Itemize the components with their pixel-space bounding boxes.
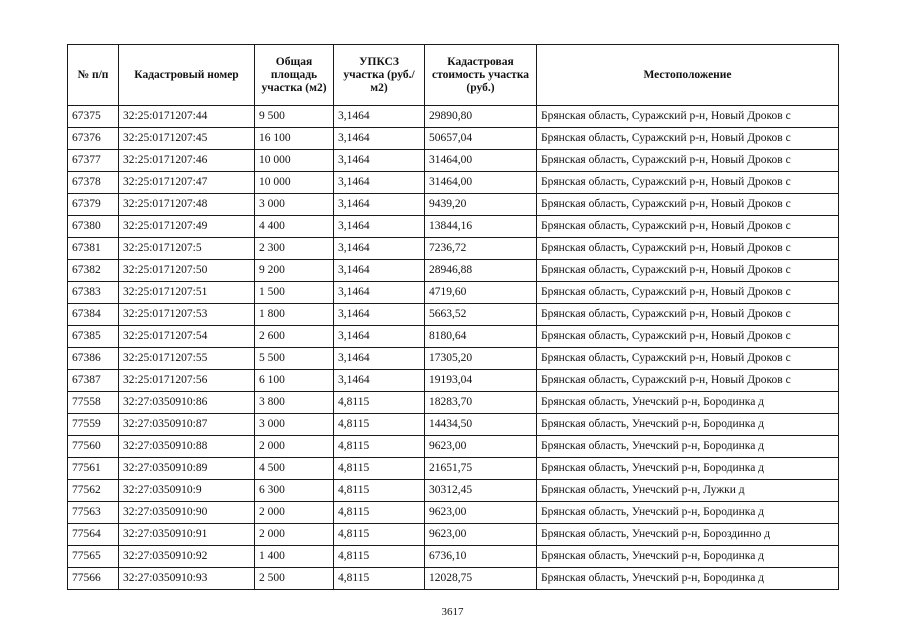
cell-upksz: 4,8115 [334, 392, 425, 414]
cell-area: 3 000 [255, 414, 334, 436]
cell-upksz: 3,1464 [334, 326, 425, 348]
cell-number: 67378 [68, 172, 119, 194]
table-row [68, 172, 839, 194]
table-row [68, 194, 839, 216]
table-row [68, 568, 839, 590]
cell-cadastral-number: 32:27:0350910:92 [119, 546, 255, 568]
cell-cadastral-number: 32:25:0171207:50 [119, 260, 255, 282]
cell-location: Брянская область, Унечский р-н, Бородинка д [537, 436, 839, 458]
table-row [68, 480, 839, 502]
cell-number: 67383 [68, 282, 119, 304]
cell-number: 67385 [68, 326, 119, 348]
cell-upksz: 4,8115 [334, 546, 425, 568]
header-row [68, 45, 839, 106]
cell-cadastral-value: 29890,80 [425, 106, 537, 128]
cell-upksz: 3,1464 [334, 172, 425, 194]
cell-cadastral-number: 32:25:0171207:48 [119, 194, 255, 216]
cell-number: 67376 [68, 128, 119, 150]
cell-location: Брянская область, Суражский р-н, Новый Дроков с [537, 370, 839, 392]
col-header-area: Общая площадь участка (м2) [255, 45, 334, 106]
cell-number: 67387 [68, 370, 119, 392]
cell-cadastral-number: 32:25:0171207:49 [119, 216, 255, 238]
table-row [68, 392, 839, 414]
cell-number: 77558 [68, 392, 119, 414]
cell-location: Брянская область, Суражский р-н, Новый Дроков с [537, 282, 839, 304]
cell-area: 4 400 [255, 216, 334, 238]
cell-cadastral-number: 32:25:0171207:47 [119, 172, 255, 194]
cell-area: 3 800 [255, 392, 334, 414]
cell-location: Брянская область, Суражский р-н, Новый Дроков с [537, 348, 839, 370]
cell-cadastral-number: 32:27:0350910:86 [119, 392, 255, 414]
table-row [68, 260, 839, 282]
cell-upksz: 3,1464 [334, 260, 425, 282]
cell-number: 77561 [68, 458, 119, 480]
table-row [68, 326, 839, 348]
cell-area: 2 300 [255, 238, 334, 260]
table-row [68, 150, 839, 172]
cell-area: 2 500 [255, 568, 334, 590]
cell-cadastral-value: 17305,20 [425, 348, 537, 370]
cell-cadastral-number: 32:25:0171207:44 [119, 106, 255, 128]
cell-cadastral-value: 9623,00 [425, 436, 537, 458]
cell-location: Брянская область, Унечский р-н, Бородинка д [537, 458, 839, 480]
cell-cadastral-number: 32:27:0350910:9 [119, 480, 255, 502]
cell-area: 2 000 [255, 524, 334, 546]
cell-number: 77565 [68, 546, 119, 568]
table-row [68, 524, 839, 546]
cell-cadastral-value: 30312,45 [425, 480, 537, 502]
cell-location: Брянская область, Суражский р-н, Новый Дроков с [537, 128, 839, 150]
cell-cadastral-value: 21651,75 [425, 458, 537, 480]
cell-upksz: 4,8115 [334, 502, 425, 524]
cell-cadastral-value: 6736,10 [425, 546, 537, 568]
table-row [68, 458, 839, 480]
cell-number: 67377 [68, 150, 119, 172]
cell-upksz: 4,8115 [334, 524, 425, 546]
cell-area: 3 000 [255, 194, 334, 216]
cell-upksz: 3,1464 [334, 370, 425, 392]
cell-area: 10 000 [255, 172, 334, 194]
cell-number: 77566 [68, 568, 119, 590]
cell-cadastral-number: 32:25:0171207:45 [119, 128, 255, 150]
col-header-number: № п/п [68, 45, 119, 106]
cell-cadastral-value: 12028,75 [425, 568, 537, 590]
cell-cadastral-number: 32:27:0350910:90 [119, 502, 255, 524]
cadastral-table [67, 44, 839, 590]
cell-location: Брянская область, Суражский р-н, Новый Дроков с [537, 150, 839, 172]
cell-area: 10 000 [255, 150, 334, 172]
table-row [68, 414, 839, 436]
cell-upksz: 3,1464 [334, 238, 425, 260]
cell-cadastral-number: 32:27:0350910:89 [119, 458, 255, 480]
cell-cadastral-value: 4719,60 [425, 282, 537, 304]
cell-cadastral-value: 28946,88 [425, 260, 537, 282]
cell-number: 67382 [68, 260, 119, 282]
cell-cadastral-number: 32:25:0171207:51 [119, 282, 255, 304]
table-body [68, 106, 839, 590]
cell-upksz: 3,1464 [334, 194, 425, 216]
col-header-cadastral-number: Кадастровый номер [119, 45, 255, 106]
cell-number: 67375 [68, 106, 119, 128]
cell-cadastral-value: 13844,16 [425, 216, 537, 238]
table-row [68, 370, 839, 392]
cell-cadastral-value: 9623,00 [425, 524, 537, 546]
cell-upksz: 3,1464 [334, 128, 425, 150]
cell-upksz: 3,1464 [334, 216, 425, 238]
cell-cadastral-value: 9623,00 [425, 502, 537, 524]
cell-area: 6 100 [255, 370, 334, 392]
cell-cadastral-number: 32:25:0171207:46 [119, 150, 255, 172]
cell-cadastral-number: 32:25:0171207:56 [119, 370, 255, 392]
cell-upksz: 3,1464 [334, 282, 425, 304]
cell-area: 6 300 [255, 480, 334, 502]
col-header-cadastral-value: Кадастровая стоимость участка (руб.) [425, 45, 537, 106]
table-row [68, 502, 839, 524]
cell-number: 77564 [68, 524, 119, 546]
table-row [68, 282, 839, 304]
cell-cadastral-number: 32:27:0350910:91 [119, 524, 255, 546]
cell-cadastral-number: 32:27:0350910:88 [119, 436, 255, 458]
cell-location: Брянская область, Суражский р-н, Новый Дроков с [537, 260, 839, 282]
cell-number: 77563 [68, 502, 119, 524]
cell-cadastral-value: 31464,00 [425, 150, 537, 172]
cell-location: Брянская область, Суражский р-н, Новый Дроков с [537, 238, 839, 260]
cell-upksz: 4,8115 [334, 414, 425, 436]
cell-location: Брянская область, Суражский р-н, Новый Дроков с [537, 304, 839, 326]
col-header-upksz: УПКСЗ участка (руб./м2) [334, 45, 425, 106]
cell-location: Брянская область, Унечский р-н, Бородинка д [537, 392, 839, 414]
cell-area: 2 600 [255, 326, 334, 348]
cell-area: 1 500 [255, 282, 334, 304]
cell-cadastral-value: 19193,04 [425, 370, 537, 392]
cell-cadastral-value: 18283,70 [425, 392, 537, 414]
table-row [68, 238, 839, 260]
cell-cadastral-value: 31464,00 [425, 172, 537, 194]
cell-upksz: 4,8115 [334, 480, 425, 502]
cell-number: 77562 [68, 480, 119, 502]
cell-location: Брянская область, Унечский р-н, Бородинка д [537, 546, 839, 568]
table-row [68, 128, 839, 150]
cell-cadastral-value: 7236,72 [425, 238, 537, 260]
cell-cadastral-value: 8180,64 [425, 326, 537, 348]
cell-area: 16 100 [255, 128, 334, 150]
cell-cadastral-number: 32:27:0350910:87 [119, 414, 255, 436]
cell-cadastral-number: 32:25:0171207:5 [119, 238, 255, 260]
cell-cadastral-number: 32:25:0171207:55 [119, 348, 255, 370]
cell-location: Брянская область, Суражский р-н, Новый Дроков с [537, 326, 839, 348]
cell-number: 67384 [68, 304, 119, 326]
cell-number: 77560 [68, 436, 119, 458]
cell-location: Брянская область, Суражский р-н, Новый Дроков с [537, 172, 839, 194]
cell-area: 5 500 [255, 348, 334, 370]
cell-number: 67386 [68, 348, 119, 370]
cell-number: 67381 [68, 238, 119, 260]
cell-area: 2 000 [255, 502, 334, 524]
cell-cadastral-value: 50657,04 [425, 128, 537, 150]
cell-cadastral-number: 32:25:0171207:54 [119, 326, 255, 348]
cell-cadastral-value: 5663,52 [425, 304, 537, 326]
cell-upksz: 3,1464 [334, 106, 425, 128]
cell-area: 2 000 [255, 436, 334, 458]
cell-location: Брянская область, Унечский р-н, Лужки д [537, 480, 839, 502]
page-number: 3617 [441, 606, 464, 618]
cell-upksz: 3,1464 [334, 150, 425, 172]
table-row [68, 106, 839, 128]
table-row [68, 546, 839, 568]
cell-upksz: 4,8115 [334, 436, 425, 458]
cell-area: 1 400 [255, 546, 334, 568]
table-row [68, 348, 839, 370]
cell-upksz: 3,1464 [334, 348, 425, 370]
cell-location: Брянская область, Унечский р-н, Бородинка д [537, 414, 839, 436]
cell-location: Брянская область, Суражский р-н, Новый Дроков с [537, 106, 839, 128]
cell-number: 77559 [68, 414, 119, 436]
cell-area: 9 200 [255, 260, 334, 282]
cell-upksz: 3,1464 [334, 304, 425, 326]
cell-area: 4 500 [255, 458, 334, 480]
cell-number: 67380 [68, 216, 119, 238]
cell-number: 67379 [68, 194, 119, 216]
cell-location: Брянская область, Суражский р-н, Новый Дроков с [537, 194, 839, 216]
cell-cadastral-number: 32:27:0350910:93 [119, 568, 255, 590]
cell-area: 9 500 [255, 106, 334, 128]
cell-area: 1 800 [255, 304, 334, 326]
cell-location: Брянская область, Унечский р-н, Бородинка д [537, 502, 839, 524]
cell-upksz: 4,8115 [334, 568, 425, 590]
cell-location: Брянская область, Суражский р-н, Новый Дроков с [537, 216, 839, 238]
col-header-location: Местоположение [537, 45, 839, 106]
cell-cadastral-number: 32:25:0171207:53 [119, 304, 255, 326]
table-row [68, 436, 839, 458]
cell-location: Брянская область, Унечский р-н, Бородинка д [537, 568, 839, 590]
cell-upksz: 4,8115 [334, 458, 425, 480]
cell-cadastral-value: 14434,50 [425, 414, 537, 436]
cell-cadastral-value: 9439,20 [425, 194, 537, 216]
table-row [68, 304, 839, 326]
cell-location: Брянская область, Унечский р-н, Бороздинно д [537, 524, 839, 546]
table-row [68, 216, 839, 238]
